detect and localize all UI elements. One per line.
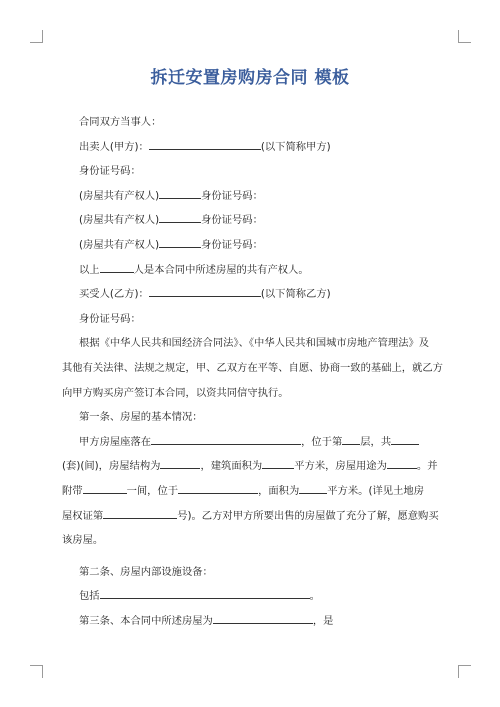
facilities-blank[interactable]: [100, 587, 310, 599]
structure-blank[interactable]: [160, 457, 200, 469]
basis-line-2: 其他有关法律、法规之规定，甲、乙双方在平等、自愿、协商一致的基础上，就乙方: [62, 361, 443, 374]
floor-area-blank[interactable]: [262, 457, 294, 469]
article-1-line-4: 屋权证第 号)。乙方对甲方所要出售的房屋做了充分了解，愿意购买: [62, 504, 440, 529]
article-2-title: 第二条、房屋内部设施设备：: [79, 565, 213, 578]
coowner-name-blank-2[interactable]: [159, 211, 201, 223]
crop-mark-bottom-left: [30, 665, 43, 678]
crop-mark-top-right: [458, 30, 471, 43]
usage-blank[interactable]: [387, 457, 417, 469]
buyer-id-line: 身份证号码：: [79, 312, 141, 325]
floor-blank[interactable]: [342, 433, 360, 445]
article-1-line-2: (套)(间)，房屋结构为 ，建筑面积为 平方米，房屋用途为 。并: [62, 454, 440, 479]
certificate-number-blank[interactable]: [103, 507, 177, 519]
location-blank[interactable]: [151, 433, 301, 445]
seller-name-blank[interactable]: [149, 138, 261, 150]
article-1-line-3: 附带 一间，位于 ，面积为 平方米。(详见土地房: [62, 479, 440, 504]
buyer-name-blank[interactable]: [149, 285, 261, 297]
unit-count-blank[interactable]: [391, 433, 419, 445]
contract-body: [62, 110, 443, 633]
attached-location-blank[interactable]: [178, 482, 258, 494]
house-type-blank[interactable]: [213, 612, 313, 624]
coowner-name-blank-3[interactable]: [159, 236, 201, 248]
article-2-line: 包括 。: [62, 584, 440, 609]
seller-line: 出卖人(甲方)： (以下简称甲方): [62, 135, 440, 160]
article-1-title: 第一条、房屋的基本情况：: [79, 411, 203, 424]
coowner-line-1: (房屋共有产权人) 身份证号码：: [62, 184, 440, 209]
attached-area-blank[interactable]: [299, 482, 327, 494]
basis-line-3: 向甲方购买房产签订本合同，以资共同信守执行。: [62, 386, 289, 399]
parties-line: 合同双方当事人：: [79, 116, 162, 128]
document-title: 拆迁安置房购房合同 模板: [150, 68, 350, 88]
article-1-line-5: 该房屋。: [62, 534, 104, 547]
buyer-line: 买受人(乙方)： (以下简称乙方): [62, 282, 440, 307]
basis-line-1: 根据《中华人民共和国经济合同法》、《中华人民共和国城市房地产管理法》及: [79, 337, 430, 350]
article-3-line: 第三条、本合同中所述房屋为 ，是: [62, 609, 440, 634]
coowner-line-2: (房屋共有产权人) 身份证号码：: [62, 208, 440, 233]
coowner-name-blank-1[interactable]: [159, 187, 201, 199]
crop-mark-bottom-right: [458, 665, 471, 678]
coowner-note-line: 以上 人是本合同中所述房屋的共有产权人。: [62, 258, 440, 283]
article-1-line-1: 甲方房屋座落在 ，位于第 层，共: [62, 430, 440, 455]
coowner-count-blank[interactable]: [100, 261, 134, 273]
crop-mark-top-left: [30, 30, 43, 43]
attached-item-blank[interactable]: [83, 482, 127, 494]
coowner-line-3: (房屋共有产权人) 身份证号码：: [62, 233, 440, 258]
seller-id-line: 身份证号码：: [79, 165, 141, 178]
